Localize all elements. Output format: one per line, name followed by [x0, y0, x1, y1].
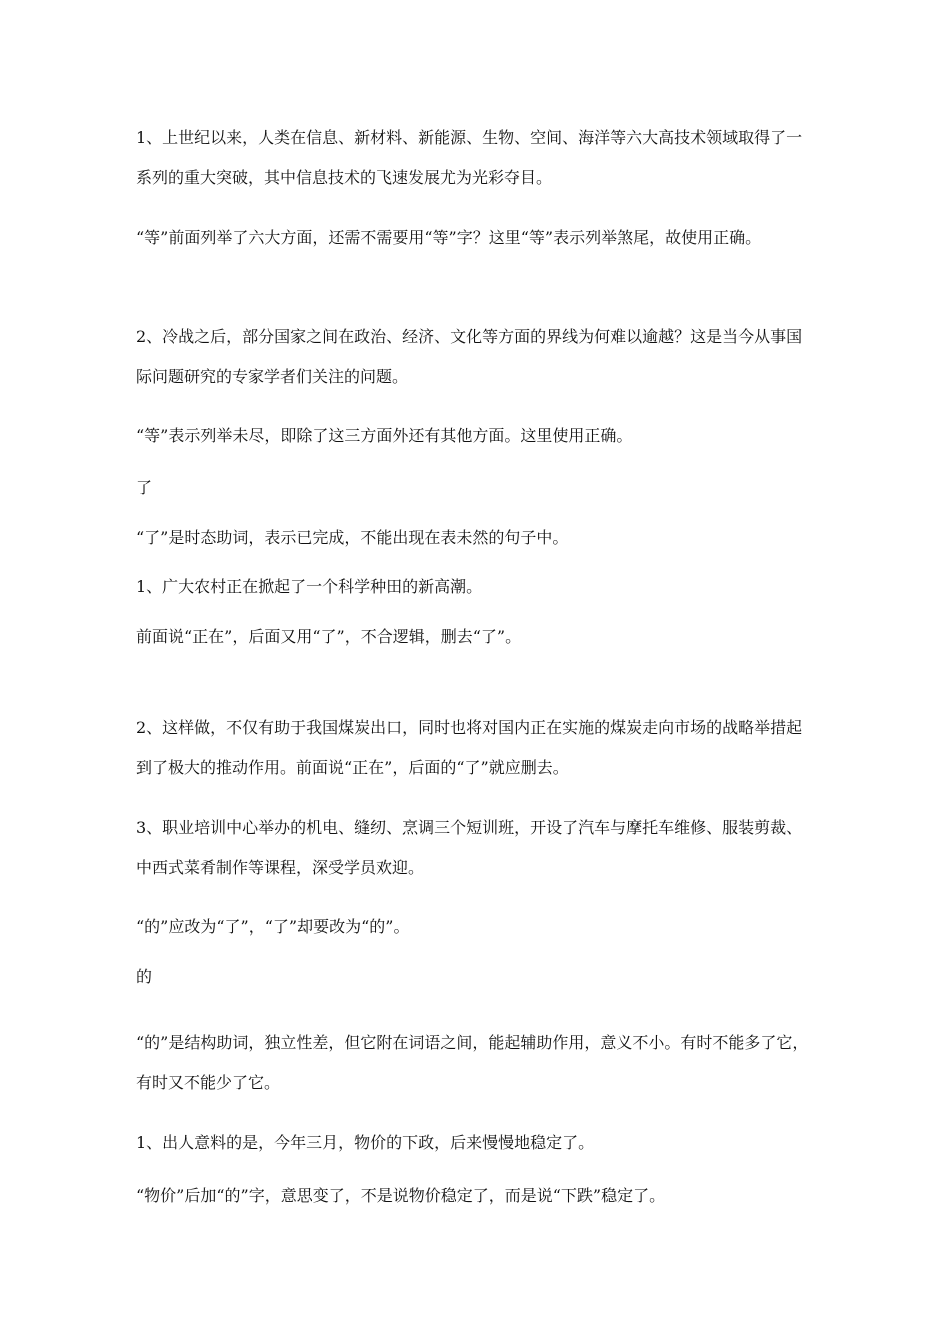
paragraph-5: “了”是时态助词，表示已完成，不能出现在表未然的句子中。	[136, 528, 569, 547]
paragraph-2: “等”前面列举了六大方面，还需不需要用“等”字？这里“等”表示列举煞尾，故使用正确。	[136, 228, 762, 247]
paragraph-1: 1、上世纪以来，人类在信息、新材料、新能源、生物、空间、海洋等六大高技术领域取得了一系列的重大突破，其中信息技术的飞速发展尤为光彩夺目。	[136, 128, 803, 187]
paragraph-4: “等”表示列举未尽，即除了这三方面外还有其他方面。这里使用正确。	[136, 426, 633, 445]
paragraph-8: 2、这样做，不仅有助于我国煤炭出口，同时也将对国内正在实施的煤炭走向市场的战略举措起到了极大的推动作用。前面说“正在”，后面的“了”就应删去。	[136, 718, 803, 777]
paragraph-11: “的”是结构助词，独立性差，但它附在词语之间，能起辅助作用，意义不小。有时不能多了它，有时又不能少了它。	[136, 1033, 809, 1092]
paragraph-9: 3、职业培训中心举办的机电、缝纫、烹调三个短训班，开设了汽车与摩托车维修、服装剪裁、中西式菜肴制作等课程，深受学员欢迎。	[136, 818, 803, 877]
paragraph-10: “的”应改为“了”，“了”却要改为“的”。	[136, 917, 410, 936]
paragraph-12: 1、出人意料的是，今年三月，物价的下政，后来慢慢地稳定了。	[136, 1133, 595, 1152]
paragraph-6: 1、广大农村正在掀起了一个科学种田的新高潮。	[136, 577, 483, 596]
paragraph-7: 前面说“正在”，后面又用“了”，不合逻辑，删去“了”。	[136, 627, 522, 646]
paragraph-3: 2、冷战之后，部分国家之间在政治、经济、文化等方面的界线为何难以逾越？这是当今从事国际问题研究的专家学者们关注的问题。	[136, 327, 803, 386]
section-heading-de: 的	[136, 967, 153, 986]
section-heading-le: 了	[136, 478, 153, 497]
paragraph-13: “物价”后加“的”字，意思变了，不是说物价稳定了，而是说“下跌”稳定了。	[136, 1186, 666, 1205]
